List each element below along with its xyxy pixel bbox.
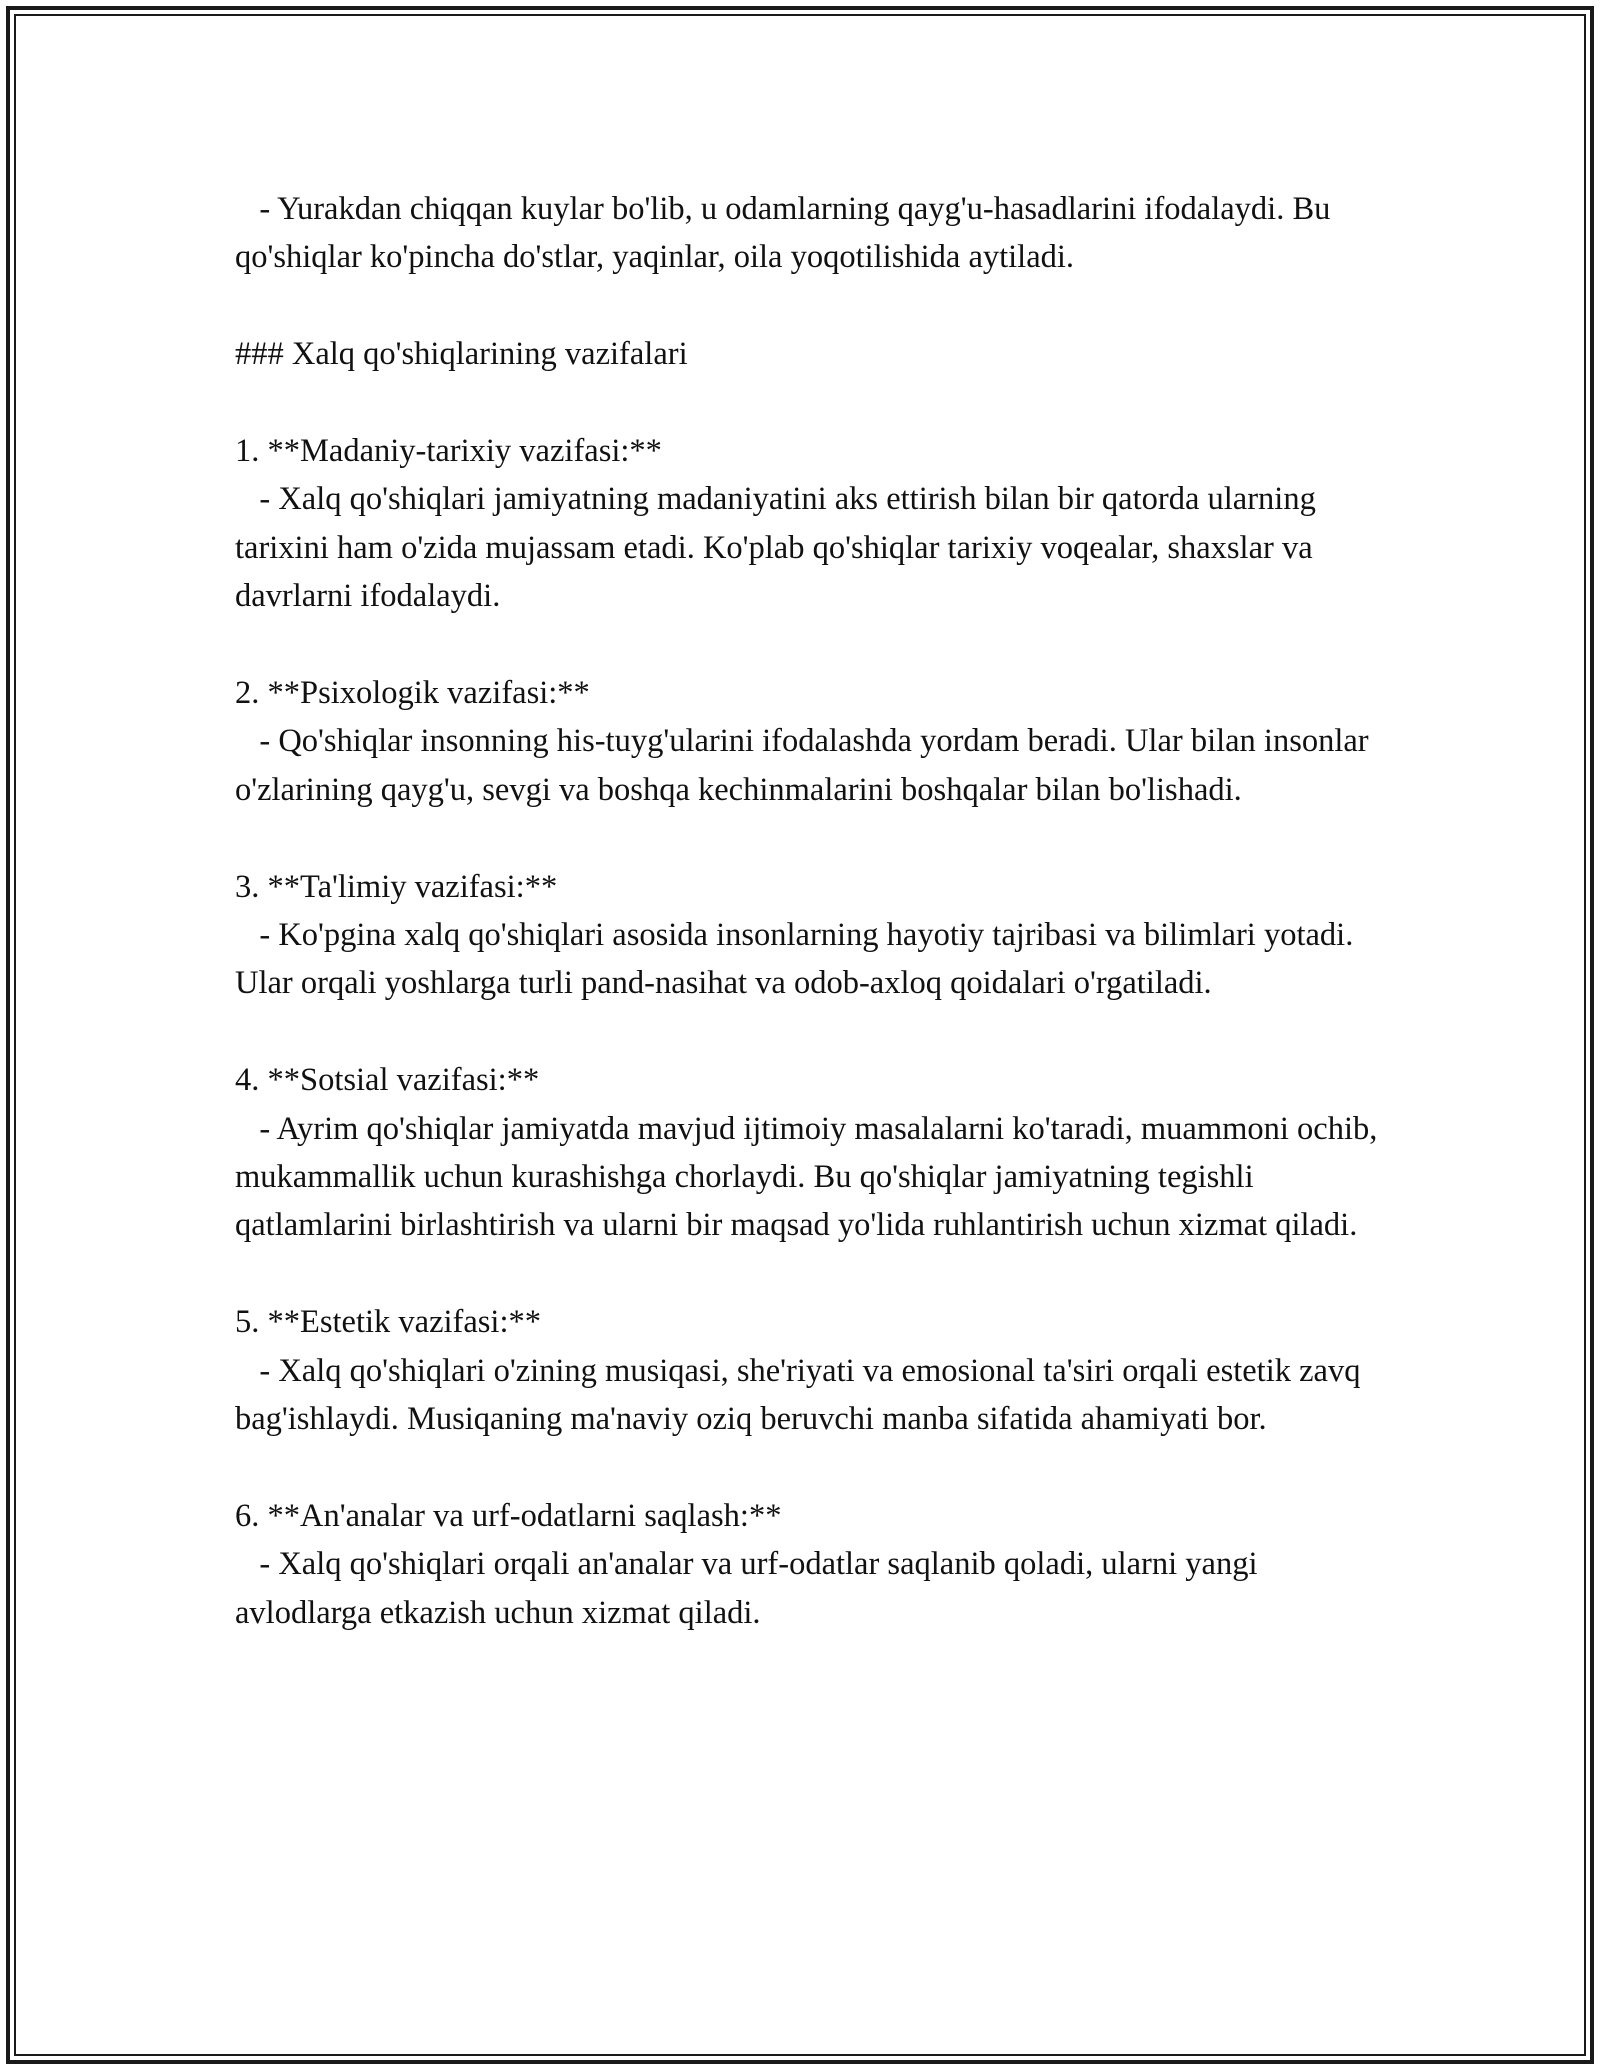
- list-item-heading: 5. **Estetik vazifasi:**: [235, 1304, 541, 1341]
- list-item: [235, 1298, 1385, 1443]
- list-item-body: - Ko'pgina xalq qo'shiqlari asosida insonlarning hayotiy tajribasi va bilimlari yotadi. Ular orqali yoshlarga turli pand-nasihat va odob-axloq qoidalari o'rgatiladi.: [235, 917, 1362, 1002]
- list-item-body: - Ayrim qo'shiqlar jamiyatda mavjud ijtimoiy masalalarni ko'taradi, muammoni ochib, mukammallik uchun kurashishga chorlaydi. Bu qo'shiqlar jamiyatning tegishli qatlamlarini birlashtirish va ularni bir maqsad yo'lida ruhlantirish uchun xizmat qiladi.: [235, 1110, 1386, 1244]
- list-item-heading: 2. **Psixologik vazifasi:**: [235, 675, 590, 712]
- list-item-body: - Qo'shiqlar insonning his-tuyg'ularini ifodalashda yordam beradi. Ular bilan insonlar o'zlarining qayg'u, sevgi va boshqa kechinmalarini boshqalar bilan bo'lishadi.: [235, 723, 1377, 808]
- list-item-body: - Xalq qo'shiqlari orqali an'analar va urf-odatlar saqlanib qoladi, ularni yangi avlodlarga etkazish uchun xizmat qiladi.: [235, 1546, 1266, 1631]
- intro-paragraph: - Yurakdan chiqqan kuylar bo'lib, u odamlarning qayg'u-hasadlarini ifodalaydi. Bu qo'shiqlar ko'pincha do'stlar, yaqinlar, oila yoqotilishida aytiladi.: [235, 191, 1339, 276]
- list-item-heading: 6. **An'analar va urf-odatlarni saqlash:**: [235, 1497, 782, 1534]
- list-item: [235, 669, 1385, 814]
- list-item-body: - Xalq qo'shiqlari o'zining musiqasi, she'riyati va emosional ta'siri orqali estetik zavq bag'ishlaydi. Musiqaning ma'naviy oziq beruvchi manba sifatida ahamiyati bor.: [235, 1352, 1369, 1438]
- list-item-body: - Xalq qo'shiqlari jamiyatning madaniyatini aks ettirish bilan bir qatorda ularning tarixini ham o'zida mujassam etadi. Ko'plab qo'shiqlar tarixiy voqealar, shaxslar va davrlarni ifodalaydi.: [235, 481, 1324, 615]
- list-item: [235, 427, 1385, 621]
- document-body: [235, 185, 1385, 1637]
- list-item-heading: 4. **Sotsial vazifasi:**: [235, 1062, 540, 1099]
- list-item: [235, 1056, 1385, 1250]
- list-item: [235, 1492, 1385, 1637]
- section-heading: ### Xalq qo'shiqlarining vazifalari: [235, 336, 688, 373]
- list-item-heading: 1. **Madaniy-tarixiy vazifasi:**: [235, 433, 662, 469]
- list-item-heading: 3. **Ta'limiy vazifasi:**: [235, 868, 558, 905]
- list-item: [235, 863, 1385, 1008]
